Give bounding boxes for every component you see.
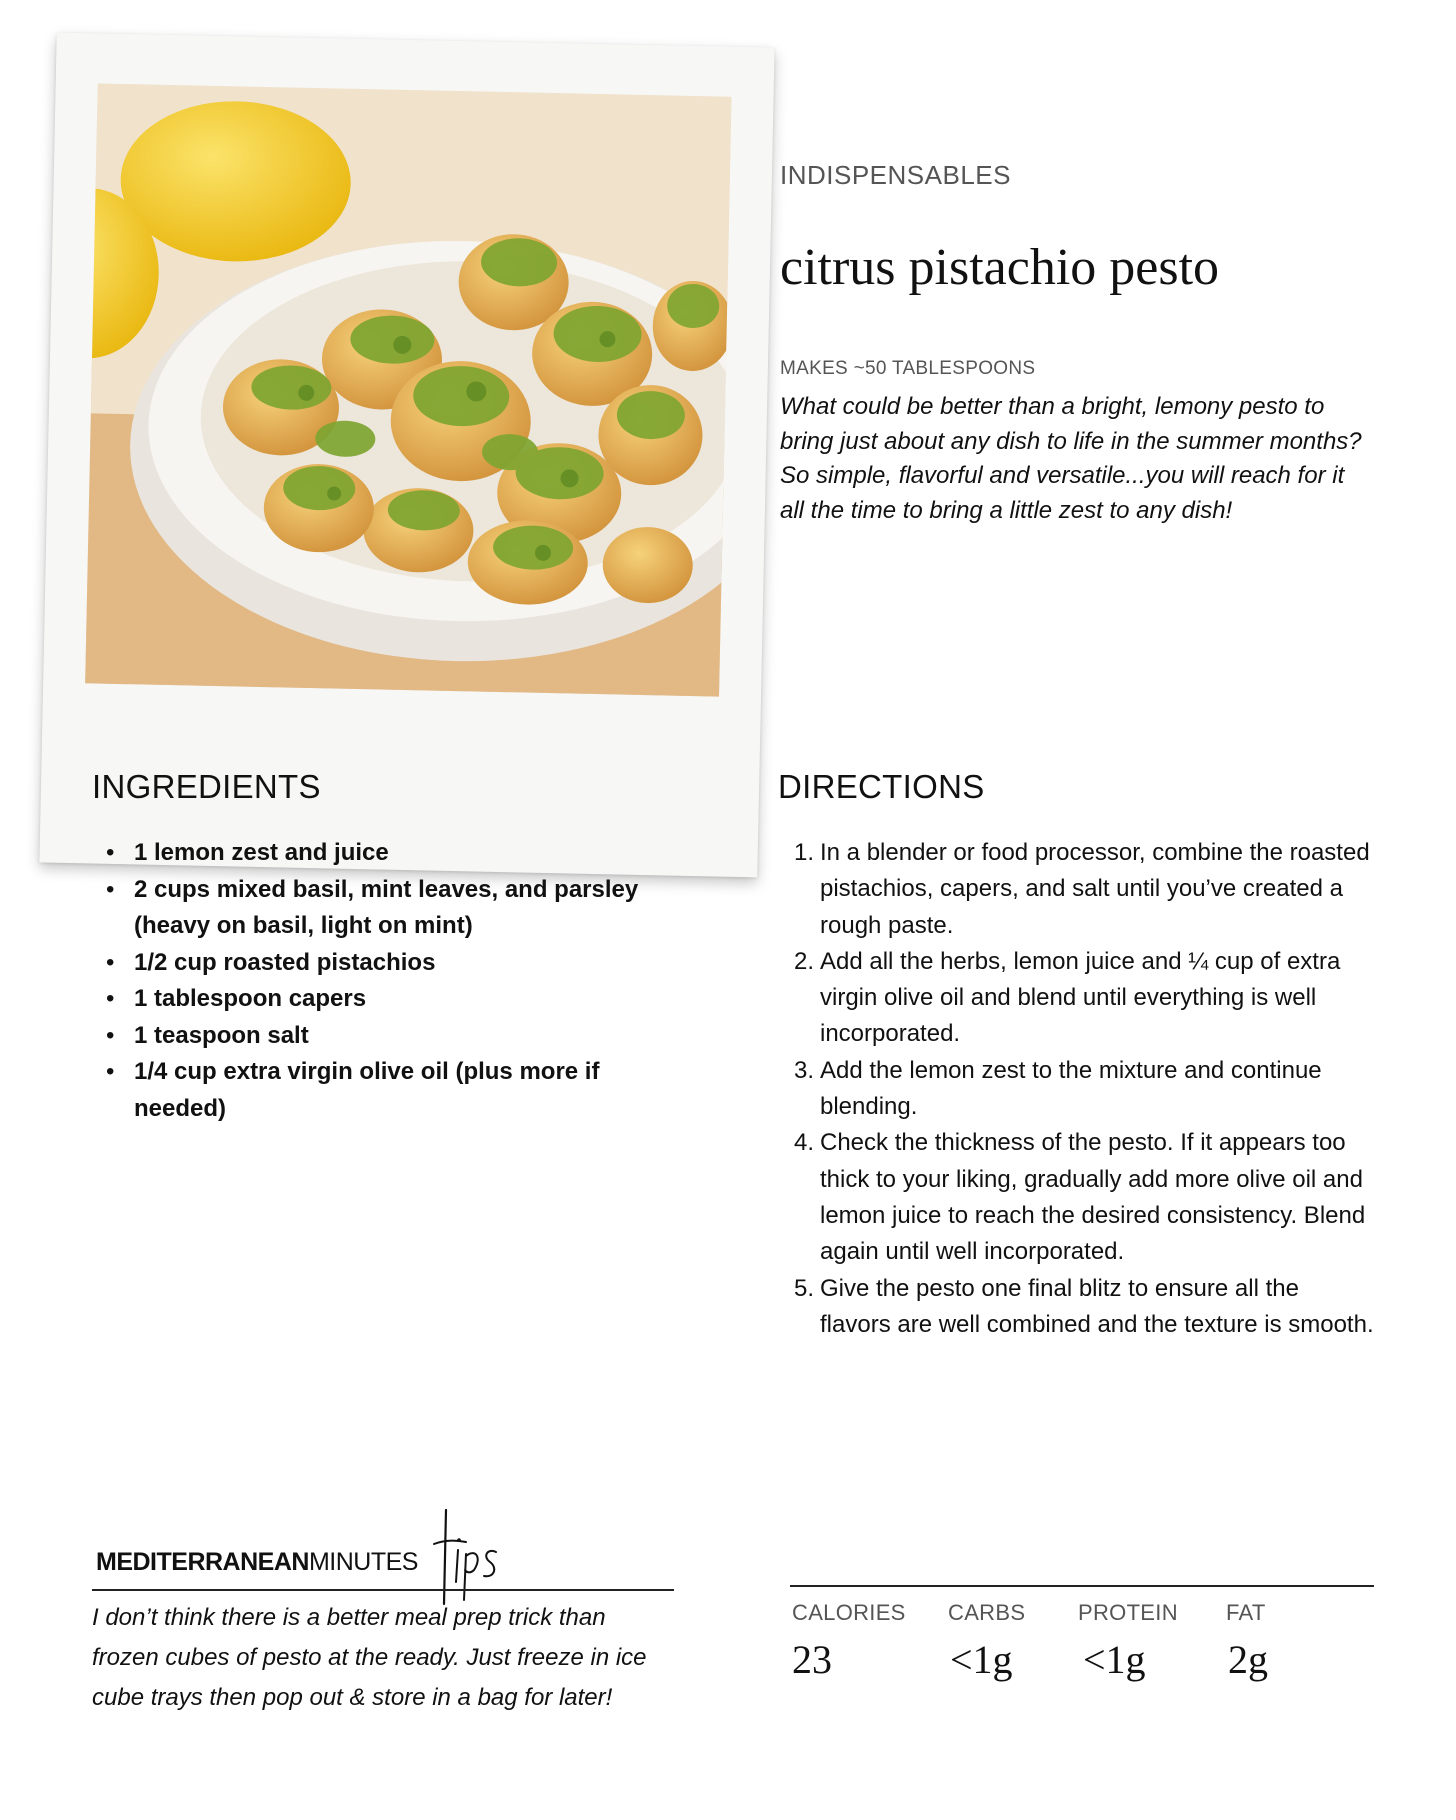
brand-logo: [96, 1548, 418, 1577]
calories-label: CALORIES: [792, 1600, 906, 1625]
ingredient-item: • 2 cups mixed basil, mint leaves, and parsley (heavy on basil, light on mint): [134, 872, 694, 945]
step-number: 1.: [794, 839, 815, 866]
tips-script-icon: [432, 1500, 504, 1610]
direction-step: [794, 835, 1374, 944]
direction-step: [794, 1271, 1374, 1344]
tips-divider: [92, 1589, 674, 1591]
ingredient-item: • 1/2 cup roasted pistachios: [134, 945, 694, 982]
step-number: 2.: [794, 947, 815, 975]
step-number: 3.: [794, 1056, 815, 1084]
ingredient-item: • 1 lemon zest and juice: [134, 835, 694, 872]
recipe-intro: What could be better than a bright, lemony pesto to bring just about any dish to life in the summer months? So simple, flavorful and versatile...you will reach for it all the time to bring a little zest to any dish!: [780, 393, 1362, 524]
brand-logo-light: MINUTES: [308, 1548, 418, 1576]
protein-label: PROTEIN: [1078, 1600, 1178, 1625]
step-text: Give the pesto one final blitz to ensure all the flavors are well combined and the texture is smooth.: [820, 1274, 1374, 1338]
ingredients-heading: INGREDIENTS: [92, 768, 321, 805]
calories-value: 23: [792, 1637, 832, 1682]
brand-logo-bold: MEDITERRANEAN: [96, 1548, 309, 1576]
photo-illustration: [85, 83, 731, 696]
step-text: Check the thickness of the pesto. If it appears too thick to your liking, gradually add more olive oil and lemon juice to reach the desired consistency. Blend again until well incorporated.: [820, 1129, 1366, 1266]
ingredients-list: [100, 835, 694, 1127]
directions-heading: DIRECTIONS: [778, 768, 985, 805]
carbs-label: CARBS: [948, 1600, 1026, 1625]
tip-text: I don’t think there is a better meal prep trick than frozen cubes of pesto at the ready. Just freeze in ice cube trays then pop out & store in a bag for later!: [92, 1604, 647, 1711]
nutrition-divider: [790, 1585, 1374, 1587]
direction-step: [794, 1125, 1374, 1270]
polaroid-frame: [39, 33, 774, 878]
step-text: Add the lemon zest to the mixture and continue blending.: [820, 1056, 1322, 1121]
direction-step: [794, 1053, 1374, 1126]
direction-step: [794, 944, 1374, 1053]
recipe-yield: MAKES ~50 TABLESPOONS: [780, 358, 1036, 379]
protein-value: <1g: [1083, 1637, 1146, 1682]
fat-value: 2g: [1228, 1637, 1268, 1682]
step-text: Add all the herbs, lemon juice and ¼ cup of extra virgin olive oil and blend until everything is well incorporated.: [820, 947, 1341, 1048]
recipe-title: citrus pistachio pesto: [780, 239, 1220, 296]
ingredient-item: • 1/4 cup extra virgin olive oil (plus more if needed): [134, 1054, 694, 1127]
fat-label: FAT: [1226, 1600, 1266, 1625]
carbs-value: <1g: [950, 1637, 1013, 1682]
ingredient-item: • 1 teaspoon salt: [134, 1018, 694, 1055]
step-number: 5.: [794, 1274, 815, 1302]
pesto-potatoes-photo: [85, 83, 731, 696]
ingredient-item: • 1 tablespoon capers: [134, 981, 694, 1018]
step-number: 4.: [794, 1129, 815, 1157]
directions-list: [794, 835, 1374, 1343]
recipe-category: INDISPENSABLES: [780, 160, 1011, 190]
step-text: In a blender or food processor, combine the roasted pistachios, capers, and salt until you’ve created a rough paste.: [820, 839, 1370, 939]
